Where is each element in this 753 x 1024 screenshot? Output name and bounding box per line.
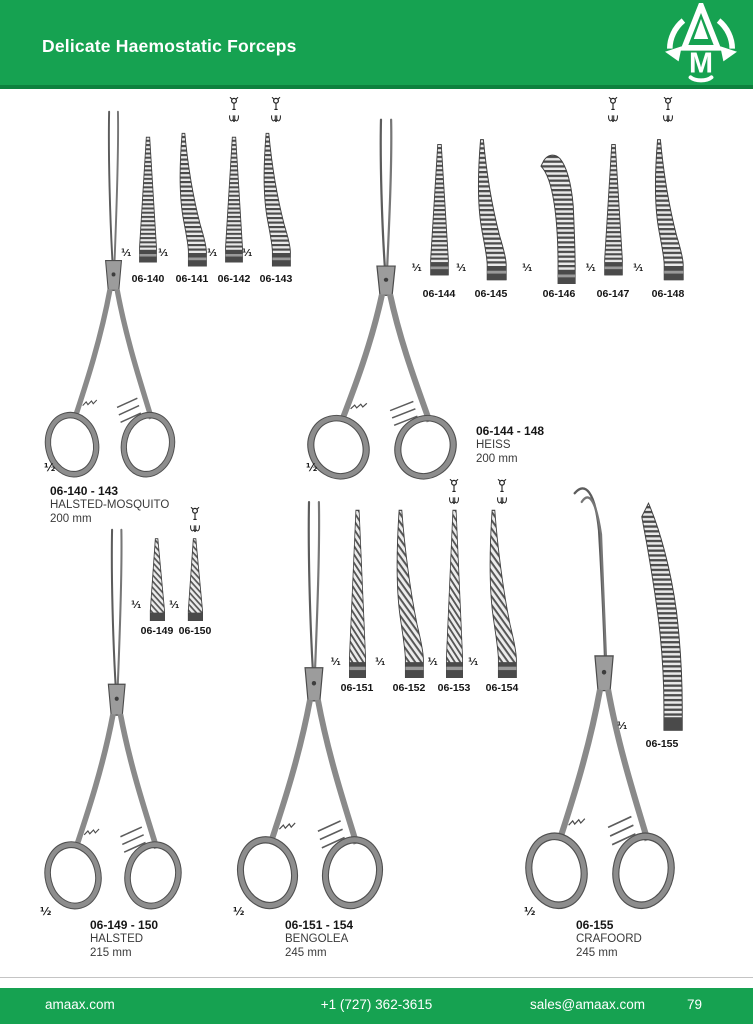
tip-scale: ¹⁄₁ [617, 720, 628, 732]
teeth-symbol-pin-icon [271, 96, 282, 111]
footer-phone: +1 (727) 362-3615 [320, 997, 433, 1012]
tip-code: 06-149 [140, 624, 174, 637]
teeth-symbol-jaw-icon [608, 114, 619, 125]
footer-website: amaax.com [45, 997, 115, 1012]
product-name: HALSTED [90, 933, 144, 945]
jaw-tip-illustration [185, 537, 205, 621]
tip-item [617, 490, 690, 750]
teeth-symbol-jaw-icon [663, 114, 674, 125]
teeth-symbol-pin-icon [608, 96, 619, 111]
teeth-symbols [497, 478, 508, 507]
product-size: 215 mm [90, 947, 132, 959]
tip-scale: ¹⁄₁ [468, 656, 479, 668]
instrument-scale: ½ [40, 905, 52, 918]
tip-code: 06-150 [178, 624, 212, 637]
jaw-tip-illustration [602, 134, 625, 284]
tip-code: 06-141 [175, 272, 209, 285]
tip-code: 06-148 [651, 287, 685, 300]
footer-divider [0, 977, 753, 978]
tip-code: 06-142 [217, 272, 251, 285]
product-codes: 06-155 [576, 918, 614, 932]
product-size: 200 mm [50, 513, 92, 525]
jaw-tip-illustration [137, 129, 159, 269]
product-size: 245 mm [285, 947, 327, 959]
tip-item [330, 478, 381, 694]
tip-scale: ¹⁄₁ [633, 262, 644, 274]
jaw-tip-illustration [391, 508, 427, 678]
tip-item [375, 478, 433, 694]
tip-code: 06-143 [259, 272, 293, 285]
product-codes: 06-149 - 150 [90, 918, 159, 932]
tip-item [171, 506, 219, 636]
product-name: HEISS [476, 439, 511, 451]
product-label [90, 918, 158, 960]
tip-code: 06-153 [437, 681, 471, 694]
tip-code: 06-144 [422, 287, 456, 300]
tip-code: 06-152 [392, 681, 426, 694]
instrument-scale: ½ [306, 461, 318, 474]
jaw-tip-illustration [538, 151, 580, 284]
tip-item [633, 96, 692, 300]
tip-item [242, 96, 300, 285]
tip-scale: ¹⁄₁ [242, 247, 253, 259]
teeth-symbol-pin-icon [229, 96, 240, 111]
tip-code: 06-154 [485, 681, 519, 694]
product-name: BENGOLEA [285, 933, 349, 945]
footer-bar [0, 988, 753, 1024]
jaw-tip-illustration [174, 129, 210, 269]
product-size: 245 mm [576, 947, 618, 959]
page-number: 79 [687, 997, 703, 1012]
tip-scale: ¹⁄₁ [169, 599, 180, 611]
product-size: 200 mm [476, 453, 518, 465]
teeth-symbol-jaw-icon [271, 114, 282, 125]
teeth-symbols [271, 96, 282, 125]
instrument-scale: ½ [233, 905, 245, 918]
teeth-symbol-jaw-icon [229, 114, 240, 125]
jaw-tip-illustration [428, 134, 451, 284]
tip-scale: ¹⁄₁ [522, 262, 533, 274]
teeth-symbol-pin-icon [449, 478, 460, 493]
teeth-symbol-pin-icon [497, 478, 508, 493]
tip-code: 06-140 [131, 272, 165, 285]
instrument-scale: ½ [524, 905, 536, 918]
footer-email: sales@amaax.com [530, 997, 645, 1012]
logo-letter: M [689, 47, 713, 80]
tip-code: 06-145 [474, 287, 508, 300]
product-name: HALSTED-MOSQUITO [50, 499, 170, 511]
tip-scale: ¹⁄₁ [121, 247, 132, 259]
tip-code: 06-155 [645, 737, 679, 750]
tip-scale: ¹⁄₁ [411, 262, 422, 274]
page-title: Delicate Haemostatic Forceps [42, 36, 297, 56]
product-label [285, 918, 353, 960]
product-label [576, 918, 642, 960]
tip-item [456, 96, 515, 300]
product-codes: 06-140 - 143 [50, 484, 119, 498]
teeth-symbols [190, 506, 201, 535]
tip-scale: ¹⁄₁ [131, 599, 142, 611]
brand-logo [659, 3, 743, 83]
product-codes: 06-144 - 148 [476, 424, 545, 438]
tip-scale: ¹⁄₁ [456, 262, 467, 274]
tip-scale: ¹⁄₁ [207, 247, 218, 259]
teeth-symbols [608, 96, 619, 125]
teeth-symbol-pin-icon [663, 96, 674, 111]
jaw-tip-illustration [147, 537, 167, 621]
tip-scale: ¹⁄₁ [585, 262, 596, 274]
teeth-symbols [229, 96, 240, 125]
jaw-tip-illustration [472, 134, 510, 284]
tip-item [585, 96, 637, 300]
tip-code: 06-151 [340, 681, 374, 694]
tip-item [522, 96, 583, 300]
jaw-tip-illustration [444, 508, 465, 678]
teeth-symbol-jaw-icon [449, 496, 460, 507]
tip-code: 06-146 [542, 287, 576, 300]
product-codes: 06-151 - 154 [285, 918, 354, 932]
tip-scale: ¹⁄₁ [427, 656, 438, 668]
jaw-tip-illustration [347, 508, 368, 678]
teeth-symbols [449, 478, 460, 507]
header-bar [0, 0, 753, 89]
instrument-scale: ½ [44, 461, 56, 474]
teeth-symbol-jaw-icon [190, 524, 201, 535]
tip-code: 06-147 [596, 287, 630, 300]
tip-scale: ¹⁄₁ [375, 656, 386, 668]
jaw-tip-illustration [635, 498, 689, 734]
teeth-symbol-jaw-icon [497, 496, 508, 507]
jaw-tip-illustration [258, 129, 294, 269]
tip-scale: ¹⁄₁ [330, 656, 341, 668]
product-name: CRAFOORD [576, 933, 642, 945]
teeth-symbols [663, 96, 674, 125]
product-label [476, 424, 544, 466]
teeth-symbol-pin-icon [190, 506, 201, 521]
tip-scale: ¹⁄₁ [158, 247, 169, 259]
jaw-tip-illustration [649, 134, 687, 284]
